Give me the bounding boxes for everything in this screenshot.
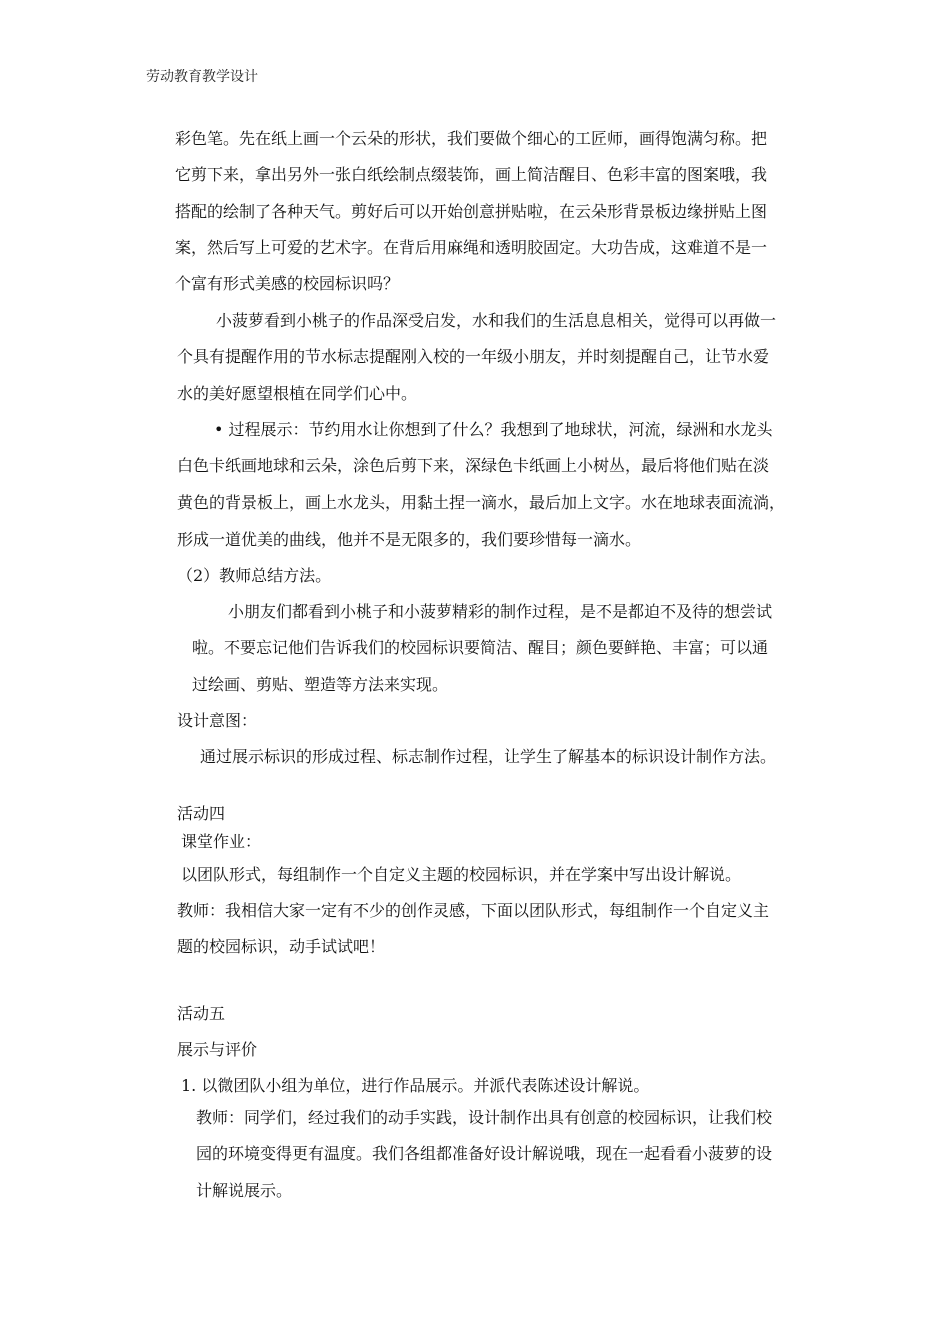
paragraph-line: 个富有形式美感的校园标识吗？ bbox=[175, 274, 400, 293]
paragraph-line: 它剪下来，拿出另外一张白纸绘制点缀装饰，画上简洁醒目、色彩丰富的图案哦，我 bbox=[175, 165, 768, 184]
section-subheading: （2）教师总结方法。 bbox=[177, 566, 332, 585]
paragraph-line: 白色卡纸画地球和云朵，涂色后剪下来，深绿色卡纸画上小树丛，最后将他们贴在淡 bbox=[177, 456, 770, 475]
section-label: 设计意图： bbox=[177, 711, 258, 730]
paragraph-line: 园的环境变得更有温度。我们各组都准备好设计解说哦，现在一起看看小菠萝的设 bbox=[196, 1144, 773, 1163]
paragraph-line: 题的校园标识，动手试试吧！ bbox=[177, 937, 386, 956]
paragraph-line: 小菠萝看到小桃子的作品深受启发，水和我们的生活息息相关，觉得可以再做一 bbox=[216, 311, 777, 330]
paragraph-line: 以团队形式，每组制作一个自定义主题的校园标识，并在学案中写出设计解说。 bbox=[181, 865, 742, 884]
paragraph-line: 搭配的绘制了各种天气。剪好后可以开始创意拼贴啦，在云朵形背景板边缘拼贴上图 bbox=[175, 202, 768, 221]
paragraph-line: 形成一道优美的曲线，他并不是无限多的，我们要珍惜每一滴水。 bbox=[177, 530, 642, 549]
activity-heading: 活动五 bbox=[177, 1004, 226, 1023]
paragraph-line: 过绘画、剪贴、塑造等方法来实现。 bbox=[192, 675, 449, 694]
paragraph-line: 黄色的背景板上，画上水龙头，用黏土捏一滴水，最后加上文字。水在地球表面流淌， bbox=[177, 493, 786, 512]
paragraph-line: 彩色笔。先在纸上画一个云朵的形状，我们要做个细心的工匠师，画得饱满匀称。把 bbox=[175, 129, 768, 148]
paragraph-line: 小朋友们都看到小桃子和小菠萝精彩的制作过程，是不是都迫不及待的想尝试 bbox=[228, 602, 773, 621]
section-label: 展示与评价 bbox=[177, 1040, 258, 1059]
bullet-line: • 过程展示：节约用水让你想到了什么？我想到了地球状，河流，绿洲和水龙头 bbox=[214, 420, 773, 439]
paragraph-line: 案，然后写上可爱的艺术字。在背后用麻绳和透明胶固定。大功告成，这难道不是一 bbox=[175, 238, 768, 257]
list-item: 1. 以微团队小组为单位，进行作品展示。并派代表陈述设计解说。 bbox=[181, 1076, 650, 1095]
paragraph-line: 教师：我相信大家一定有不少的创作灵感，下面以团队形式，每组制作一个自定义主 bbox=[177, 901, 770, 920]
activity-heading: 活动四 bbox=[177, 804, 226, 823]
section-label: 课堂作业： bbox=[181, 832, 262, 851]
paragraph-line: 啦。不要忘记他们告诉我们的校园标识要简洁、醒目；颜色要鲜艳、丰富；可以通 bbox=[192, 638, 769, 657]
paragraph-line: 教师：同学们，经过我们的动手实践，设计制作出具有创意的校园标识，让我们校 bbox=[196, 1108, 773, 1127]
paragraph-line: 水的美好愿望根植在同学们心中。 bbox=[177, 384, 418, 403]
paragraph-line: 计解说展示。 bbox=[196, 1181, 293, 1200]
page-header: 劳动教育教学设计 bbox=[146, 69, 258, 85]
paragraph-line: 个具有提醒作用的节水标志提醒刚入校的一年级小朋友，并时刻提醒自己，让节水爱 bbox=[177, 347, 770, 366]
paragraph-line: 通过展示标识的形成过程、标志制作过程，让学生了解基本的标识设计制作方法。 bbox=[200, 747, 777, 766]
